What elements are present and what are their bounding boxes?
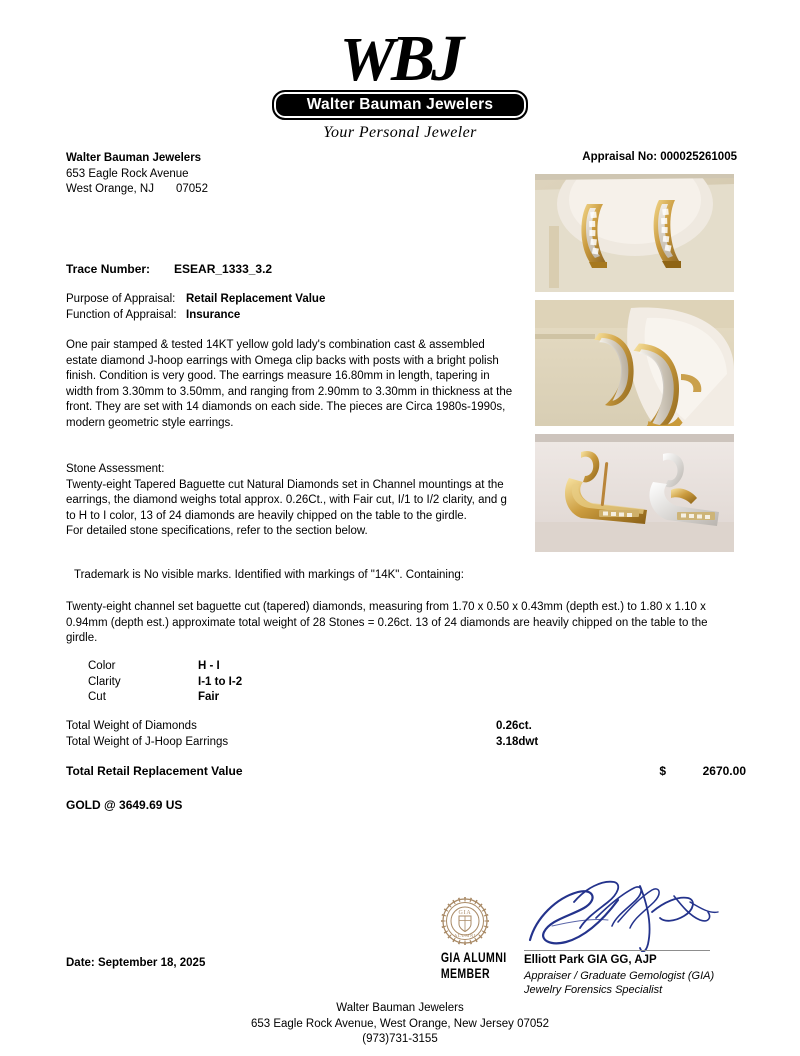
product-photo-front-image [535, 174, 734, 292]
appraiser-role-line2: Jewelry Forensics Specialist [524, 984, 663, 996]
table-row [88, 675, 242, 691]
spec-label-color: Color [88, 660, 116, 672]
purpose-label: Purpose of Appraisal: [66, 293, 176, 305]
total-earring-weight-value: 3.18dwt [496, 735, 539, 748]
grand-total-amount: 2670.00 [702, 764, 746, 778]
appraiser-role [524, 969, 714, 997]
product-photo-back-image [535, 434, 734, 552]
gia-seal-icon [437, 893, 493, 949]
product-photo-back [535, 434, 734, 552]
purpose-value: Retail Replacement Value [186, 293, 326, 305]
monogram-letter-w: W [339, 26, 392, 94]
product-photo-angle [535, 300, 734, 426]
total-earring-weight-label: Total Weight of J-Hoop Earrings [66, 735, 229, 748]
stone-assessment-footnote: For detailed stone specifications, refer to the section below. [66, 525, 368, 538]
total-diamond-weight-value: 0.26ct. [496, 720, 532, 732]
grand-total-label: Total Retail Replacement Value [66, 764, 243, 778]
gold-price-line: GOLD @ 3649.69 US [66, 798, 183, 812]
gia-seal-top-text: GIA [458, 910, 472, 916]
purpose-function-block [66, 292, 325, 323]
grand-total-row [66, 764, 746, 780]
spec-label-cut: Cut [88, 691, 106, 703]
logo-banner-text: Walter Bauman Jewelers [306, 96, 494, 113]
function-value: Insurance [186, 308, 241, 321]
gia-alumni-seal [434, 893, 507, 981]
gia-seal-caption-line1: GIA ALUMNI [440, 950, 507, 965]
appraiser-name: Elliott Park GIA GG, AJP [524, 954, 657, 966]
spec-label-clarity: Clarity [88, 675, 121, 688]
product-photo-angle-image [535, 300, 734, 426]
company-city-state: West Orange, NJ [66, 183, 154, 195]
spec-value-clarity: I-1 to I-2 [198, 675, 243, 688]
stone-assessment-heading: Stone Assessment: [66, 463, 165, 475]
table-row [88, 659, 242, 675]
appraisal-number-label: Appraisal No: [582, 151, 658, 163]
footer-company: Walter Bauman Jewelers [336, 1002, 464, 1014]
item-description: One pair stamped & tested 14KT yellow gold lady's combination cast & assembled estate diamond J-hoop earrings with Omega clip backs with posts with a bright polish finish. Condition is very good. The earrings measure 16.80mm in length, tapering in width from 3.30mm to 3.50mm, and ranging from 2.90mm to 3.30mm in thickness at the front. They are set with 14 diamonds on each side. The pieces are Circa 1980s-1990s, modern geometric style earrings. [66, 339, 513, 429]
page-footer [0, 1001, 800, 1048]
appraiser-role-line1: Appraiser / Graduate Gemologist (GIA) [524, 970, 715, 982]
purpose-row [66, 292, 325, 308]
stone-assessment-block [66, 462, 518, 540]
trace-number-value: ESEAR_1333_3.2 [174, 262, 273, 276]
containing-paragraph: Twenty-eight channel set baguette cut (tapered) diamonds, measuring from 1.70 x 0.50 x 0.43mm (depth est.) to 1.80 x 1.10 x 0.94mm (depth est.) approximate total weight of 28 Stones = 0.26ct. 13 of 24 diamonds are heavily chipped on the table to the girdle. [66, 601, 708, 645]
spec-value-cut: Fair [198, 691, 220, 703]
weights-totals-table [66, 719, 738, 750]
appraisal-number [582, 151, 737, 163]
table-row [66, 719, 738, 735]
trace-number-row [66, 262, 272, 278]
product-photo-front [535, 174, 734, 292]
company-logo [0, 22, 800, 142]
function-label: Function of Appraisal: [66, 308, 177, 321]
signature-rule [524, 950, 710, 951]
company-zip: 07052 [176, 183, 208, 195]
company-address-block [66, 151, 208, 198]
stone-assessment-body: Twenty-eight Tapered Baguette cut Natural Diamonds set in Channel mountings at the earrings, the diamond weighs total approx. 0.26Ct., with Fair cut, I/1 to I/2 clarity, and g to H to I color, 13 of 24 diamonds are heavily chipped on the table to the girdle. [66, 478, 507, 522]
handwritten-signature [522, 878, 732, 952]
spec-value-color: H - I [198, 660, 220, 672]
wbj-monogram [0, 22, 800, 95]
diamond-specs-table [88, 659, 242, 706]
gia-seal-bottom-text: ALUMNI [454, 933, 476, 938]
company-name: Walter Bauman Jewelers [66, 152, 202, 164]
trace-number-label: Trace Number: [66, 262, 151, 276]
company-city-zip [66, 182, 208, 198]
function-row [66, 308, 325, 324]
table-row [66, 764, 746, 780]
monogram-letter-j: J [431, 22, 461, 95]
monogram-letter-b: B [391, 22, 432, 95]
footer-phone: (973)731-3155 [362, 1033, 438, 1045]
logo-tagline: Your Personal Jeweler [323, 124, 477, 141]
appraisal-number-value: 000025261005 [660, 151, 737, 163]
grand-total-currency: $ [659, 764, 666, 778]
table-row [88, 690, 242, 706]
trademark-line: Trademark is No visible marks. Identified with markings of "14K". Containing: [74, 569, 464, 581]
company-street: 653 Eagle Rock Avenue [66, 167, 189, 180]
footer-address: 653 Eagle Rock Avenue, West Orange, New Jersey 07052 [250, 1017, 550, 1030]
appraisal-date: Date: September 18, 2025 [66, 957, 206, 969]
total-diamond-weight-label: Total Weight of Diamonds [66, 720, 197, 732]
gia-seal-caption-line2: MEMBER [440, 966, 490, 981]
table-row [66, 735, 738, 751]
